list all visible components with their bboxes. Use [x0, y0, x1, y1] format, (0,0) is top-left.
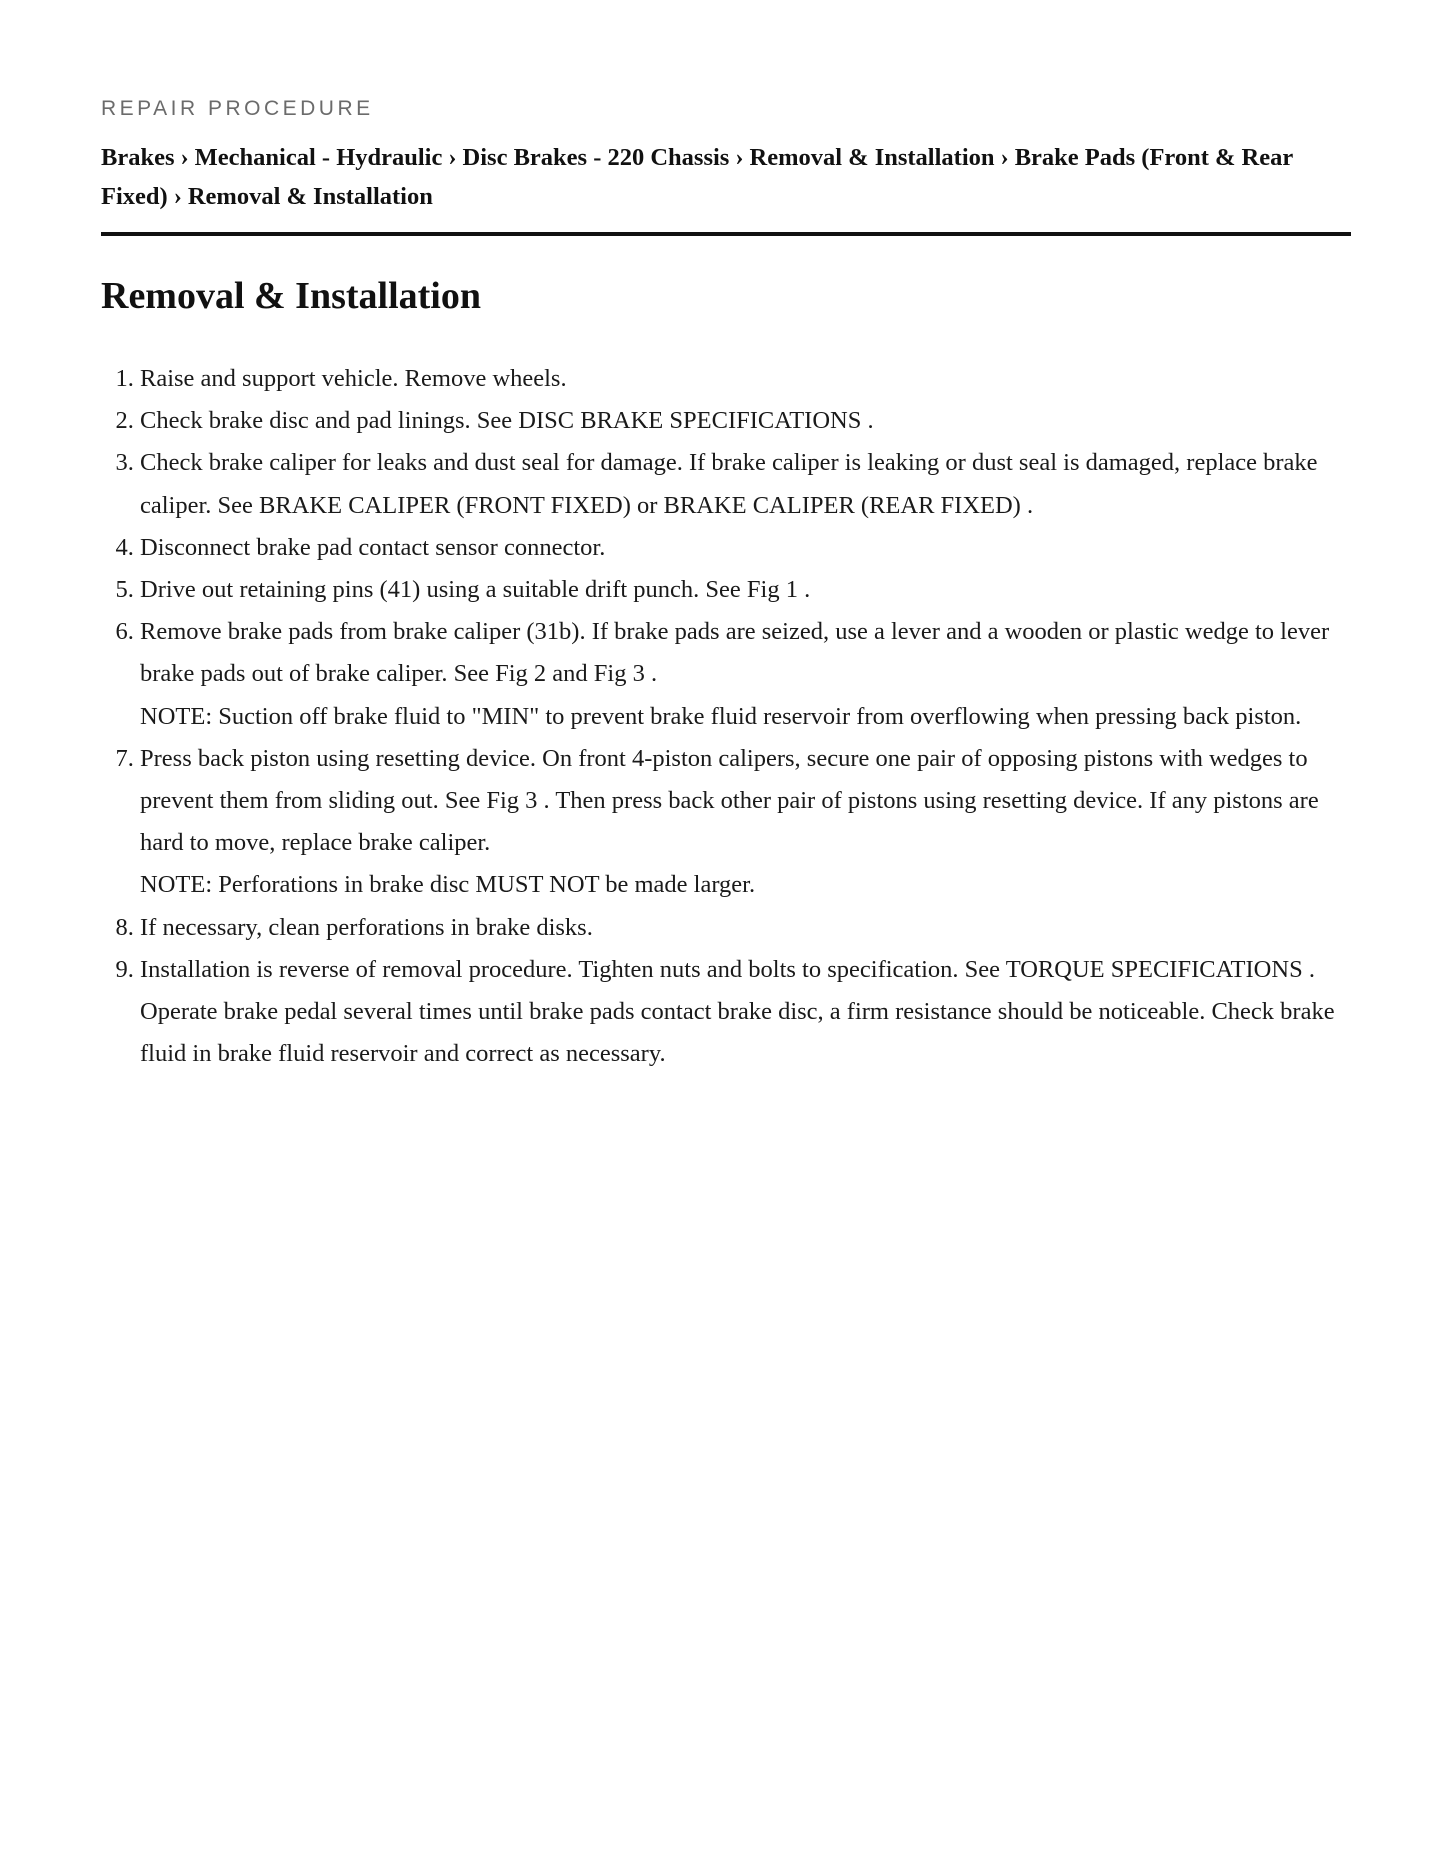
page-title: Removal & Installation: [101, 275, 481, 317]
step-text: Disconnect brake pad contact sensor connector.: [140, 533, 606, 561]
breadcrumb: [101, 138, 1351, 216]
step-text: Installation is reverse of removal procedure. Tighten nuts and bolts to specification. See TORQUE SPECIFICATIONS . Operate brake pedal several times until brake pads contact brake disc, a firm resistance should be noticeable. Check brake fluid in brake fluid reservoir and correct as necessary.: [140, 955, 1335, 1068]
header-divider: [101, 232, 1351, 236]
procedure-steps: [101, 358, 1351, 1075]
breadcrumb-separator: ›: [173, 183, 182, 210]
breadcrumb-item-disc-brakes[interactable]: Disc Brakes - 220 Chassis: [462, 144, 730, 171]
step-item: [140, 949, 1351, 1076]
breadcrumb-item-mechanical-hydraulic[interactable]: Mechanical - Hydraulic: [194, 144, 443, 171]
step-item: [140, 569, 1351, 611]
breadcrumb-separator: ›: [735, 144, 744, 171]
step-note: NOTE: Suction off brake fluid to "MIN" to prevent brake fluid reservoir from overflowing when pressing back piston.: [140, 702, 1302, 730]
step-text: Remove brake pads from brake caliper (31b). If brake pads are seized, use a lever and a wooden or plastic wedge to lever brake pads out of brake caliper. See Fig 2 and Fig 3 .: [140, 618, 1330, 688]
breadcrumb-separator: ›: [180, 144, 189, 171]
step-text: Press back piston using resetting device. On front 4-piston calipers, secure one pair of opposing pistons with wedges to prevent them from sliding out. See Fig 3 . Then press back other pair of pistons using resetting device. If any pistons are hard to move, replace brake caliper.: [140, 744, 1319, 857]
document-page: [101, 94, 1351, 1075]
breadcrumb-item-brakes[interactable]: Brakes: [101, 144, 175, 171]
breadcrumb-item-brake-pads[interactable]: Brake Pads (Front & Rear Fixed): [101, 144, 1293, 210]
step-text: If necessary, clean perforations in brake disks.: [140, 913, 593, 941]
step-text: Check brake disc and pad linings. See DISC BRAKE SPECIFICATIONS .: [140, 407, 874, 435]
step-item: [140, 611, 1351, 738]
step-text: Raise and support vehicle. Remove wheels.: [140, 365, 567, 392]
step-note: NOTE: Perforations in brake disc MUST NOT be made larger.: [140, 871, 756, 899]
breadcrumb-separator: ›: [448, 144, 457, 171]
breadcrumb-item-removal-installation[interactable]: Removal & Installation: [749, 144, 995, 171]
step-item: [140, 907, 1351, 949]
section-kicker: REPAIR PROCEDURE: [101, 97, 374, 120]
step-text: Drive out retaining pins (41) using a suitable drift punch. See Fig 1 .: [140, 576, 811, 604]
breadcrumb-item-current: Removal & Installation: [187, 183, 433, 210]
step-text: Check brake caliper for leaks and dust seal for damage. If brake caliper is leaking or dust seal is damaged, replace brake caliper. See BRAKE CALIPER (FRONT FIXED) or BRAKE CALIPER (REAR FIXED) .: [140, 449, 1318, 519]
step-item: [140, 442, 1351, 526]
step-item: [140, 358, 1351, 400]
step-item: [140, 527, 1351, 569]
step-item: [140, 738, 1351, 907]
step-item: [140, 400, 1351, 442]
breadcrumb-separator: ›: [1000, 144, 1009, 171]
